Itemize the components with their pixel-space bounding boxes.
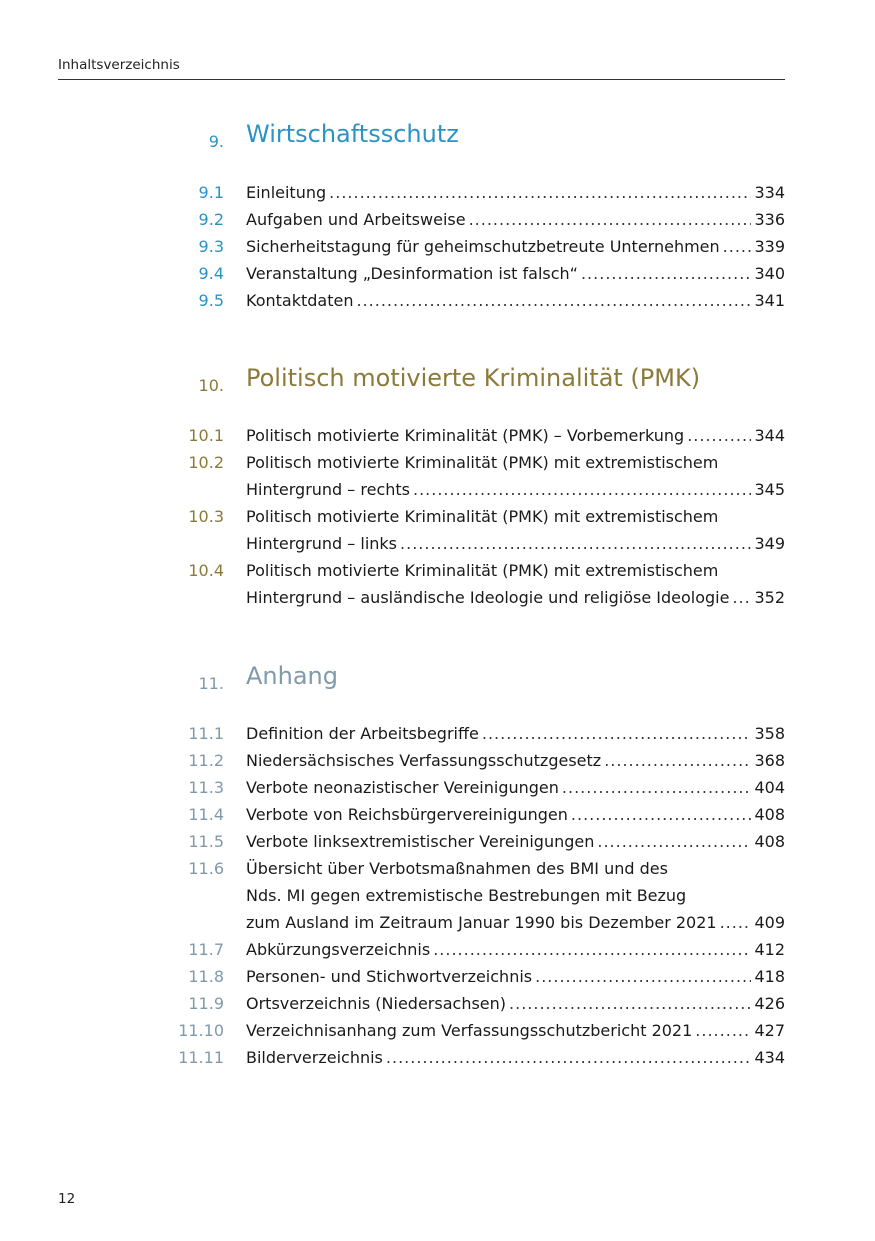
entry-number: 9.2 (198, 210, 224, 229)
entry-number: 9.5 (198, 291, 224, 310)
entry-title-line: Politisch motivierte Kriminalität (PMK) mit extremistischem (246, 507, 719, 526)
entry-title: Hintergrund – links (246, 534, 398, 553)
entry-title: Ortsverzeichnis (Niedersachsen) (246, 994, 507, 1013)
entry-leader-line (246, 963, 785, 990)
entry-number: 9.1 (198, 183, 224, 202)
toc-entry[interactable] (0, 720, 875, 747)
section-heading (0, 662, 875, 702)
entry-number: 10.2 (188, 453, 224, 472)
toc-entry[interactable] (0, 422, 875, 449)
entry-leader-line (246, 828, 785, 855)
running-head-title: Inhaltsverzeichnis (58, 57, 180, 73)
dot-leader (535, 963, 751, 990)
section-title: Politisch motivierte Kriminalität (PMK) (246, 364, 701, 392)
entry-title: Verbote linksextremistischer Vereinigungen (246, 832, 595, 851)
entry-number: 11.1 (188, 724, 224, 743)
dot-leader (695, 1017, 751, 1044)
entry-body (246, 747, 785, 774)
dot-leader (433, 936, 751, 963)
toc-entries (0, 179, 875, 314)
dot-leader (597, 828, 751, 855)
entry-title: Niedersächsisches Verfassungsschutzgesetz (246, 751, 602, 770)
entry-page-number: 341 (754, 291, 785, 310)
entry-leader-line (246, 909, 785, 936)
entry-number: 11.6 (188, 859, 224, 878)
entry-body (246, 828, 785, 855)
entry-number: 11.9 (188, 994, 224, 1013)
entry-number: 11.5 (188, 832, 224, 851)
entry-number: 11.3 (188, 778, 224, 797)
section-number: 9. (208, 132, 224, 151)
entry-title-line: Politisch motivierte Kriminalität (PMK) mit extremistischem (246, 561, 719, 580)
entry-number: 11.4 (188, 805, 224, 824)
dot-leader (329, 179, 751, 206)
toc-entry[interactable] (0, 855, 875, 936)
entry-page-number: 334 (754, 183, 785, 202)
entry-body (246, 1017, 785, 1044)
entry-title-line: Nds. MI gegen extremistische Bestrebungen mit Bezug (246, 886, 687, 905)
dot-leader (509, 990, 751, 1017)
entry-number: 11.8 (188, 967, 224, 986)
dot-leader (400, 530, 751, 557)
entry-title-line: Politisch motivierte Kriminalität (PMK) mit extremistischem (246, 453, 719, 472)
entry-title: Politisch motivierte Kriminalität (PMK) – Vorbemerkung (246, 426, 685, 445)
dot-leader (482, 720, 752, 747)
dot-leader (604, 747, 751, 774)
entry-leader-line (246, 584, 785, 611)
toc-entry[interactable] (0, 747, 875, 774)
entry-leader-line (246, 206, 785, 233)
entry-leader-line (246, 1044, 785, 1071)
entry-title: Bilderverzeichnis (246, 1048, 383, 1067)
entry-leader-line (246, 530, 785, 557)
section-title: Anhang (246, 662, 338, 690)
entry-title: Hintergrund – ausländische Ideologie und religiöse Ideologie (246, 588, 730, 607)
entry-number: 10.1 (188, 426, 224, 445)
entry-body (246, 260, 785, 287)
entry-title: Veranstaltung „Desinformation ist falsch“ (246, 264, 578, 283)
entry-title: Definition der Arbeitsbegriffe (246, 724, 479, 743)
entry-page-number: 408 (754, 805, 785, 824)
dot-leader (469, 206, 752, 233)
dot-leader (581, 260, 751, 287)
entry-leader-line (246, 936, 785, 963)
entry-body (246, 233, 785, 260)
entry-page-number: 412 (754, 940, 785, 959)
entry-number: 11.11 (178, 1048, 224, 1067)
entry-leader-line (246, 260, 785, 287)
dot-leader (562, 774, 752, 801)
entry-page-number: 339 (754, 237, 785, 256)
entry-number: 10.4 (188, 561, 224, 580)
entry-leader-line (246, 990, 785, 1017)
entry-leader-line (246, 774, 785, 801)
entry-page-number: 427 (754, 1021, 785, 1040)
entry-body (246, 449, 785, 503)
dot-leader (723, 233, 752, 260)
toc-entry[interactable] (0, 557, 875, 611)
toc-entry[interactable] (0, 801, 875, 828)
entry-body (246, 936, 785, 963)
toc-entries (0, 422, 875, 611)
entry-page-number: 408 (754, 832, 785, 851)
entry-body (246, 206, 785, 233)
entry-leader-line (246, 422, 785, 449)
entry-body (246, 179, 785, 206)
entry-body (246, 1044, 785, 1071)
entry-leader-line (246, 1017, 785, 1044)
entry-body (246, 855, 785, 936)
entry-number: 10.3 (188, 507, 224, 526)
entry-page-number: 345 (754, 480, 785, 499)
entry-body (246, 720, 785, 747)
entry-leader-line (246, 720, 785, 747)
entry-title: Hintergrund – rechts (246, 480, 410, 499)
entry-leader-line (246, 179, 785, 206)
entry-page-number: 434 (754, 1048, 785, 1067)
entry-body (246, 990, 785, 1017)
entry-title: zum Ausland im Zeitraum Januar 1990 bis Dezember 2021 (246, 913, 717, 932)
toc-entry[interactable] (0, 233, 875, 260)
section-heading (0, 120, 875, 160)
entry-page-number: 358 (754, 724, 785, 743)
entry-page-number: 344 (754, 426, 785, 445)
entry-title: Kontaktdaten (246, 291, 354, 310)
entry-body (246, 287, 785, 314)
dot-leader (720, 909, 752, 936)
entry-title: Verbote von Reichsbürgervereinigungen (246, 805, 568, 824)
toc-entry[interactable] (0, 449, 875, 503)
dot-leader (687, 422, 751, 449)
page-number: 12 (58, 1191, 76, 1207)
entry-leader-line (246, 476, 785, 503)
entry-page-number: 336 (754, 210, 785, 229)
section-number: 10. (198, 376, 224, 395)
toc-entry[interactable] (0, 774, 875, 801)
entry-number: 11.7 (188, 940, 224, 959)
entry-body (246, 774, 785, 801)
entry-body (246, 963, 785, 990)
entry-title: Personen- und Stichwortverzeichnis (246, 967, 533, 986)
entry-body (246, 503, 785, 557)
toc-entry[interactable] (0, 287, 875, 314)
section-title: Wirtschaftsschutz (246, 120, 459, 148)
running-head (58, 57, 785, 80)
entry-page-number: 426 (754, 994, 785, 1013)
entry-number: 11.10 (178, 1021, 224, 1040)
entry-title: Aufgaben und Arbeitsweise (246, 210, 466, 229)
entry-title: Einleitung (246, 183, 327, 202)
entry-page-number: 404 (754, 778, 785, 797)
entry-leader-line (246, 747, 785, 774)
entry-number: 9.3 (198, 237, 224, 256)
entry-title: Verzeichnisanhang zum Verfassungsschutzbericht 2021 (246, 1021, 693, 1040)
entry-body (246, 801, 785, 828)
entry-title-line: Übersicht über Verbotsmaßnahmen des BMI und des (246, 859, 668, 878)
entry-body (246, 422, 785, 449)
entry-leader-line (246, 287, 785, 314)
dot-leader (732, 584, 751, 611)
toc-entry[interactable] (0, 936, 875, 963)
toc-entry[interactable] (0, 828, 875, 855)
dot-leader (386, 1044, 752, 1071)
toc-entry[interactable] (0, 963, 875, 990)
toc-entry[interactable] (0, 1044, 875, 1071)
toc-entry[interactable] (0, 1017, 875, 1044)
section-heading (0, 364, 875, 404)
dot-leader (413, 476, 751, 503)
entry-leader-line (246, 233, 785, 260)
entry-title: Sicherheitstagung für geheimschutzbetreute Unternehmen (246, 237, 720, 256)
entry-number: 9.4 (198, 264, 224, 283)
entry-page-number: 418 (754, 967, 785, 986)
entry-page-number: 409 (754, 913, 785, 932)
entry-leader-line (246, 801, 785, 828)
dot-leader (356, 287, 751, 314)
entry-title: Abkürzungsverzeichnis (246, 940, 431, 959)
toc-entry[interactable] (0, 260, 875, 287)
entry-body (246, 557, 785, 611)
entry-page-number: 368 (754, 751, 785, 770)
entry-title: Verbote neonazistischer Vereinigungen (246, 778, 559, 797)
toc-entry[interactable] (0, 990, 875, 1017)
entry-page-number: 340 (754, 264, 785, 283)
entry-number: 11.2 (188, 751, 224, 770)
dot-leader (571, 801, 752, 828)
entry-page-number: 349 (754, 534, 785, 553)
toc-entry[interactable] (0, 206, 875, 233)
toc-entries (0, 720, 875, 1071)
toc-entry[interactable] (0, 503, 875, 557)
toc-entry[interactable] (0, 179, 875, 206)
section-number: 11. (198, 674, 224, 693)
entry-page-number: 352 (754, 588, 785, 607)
